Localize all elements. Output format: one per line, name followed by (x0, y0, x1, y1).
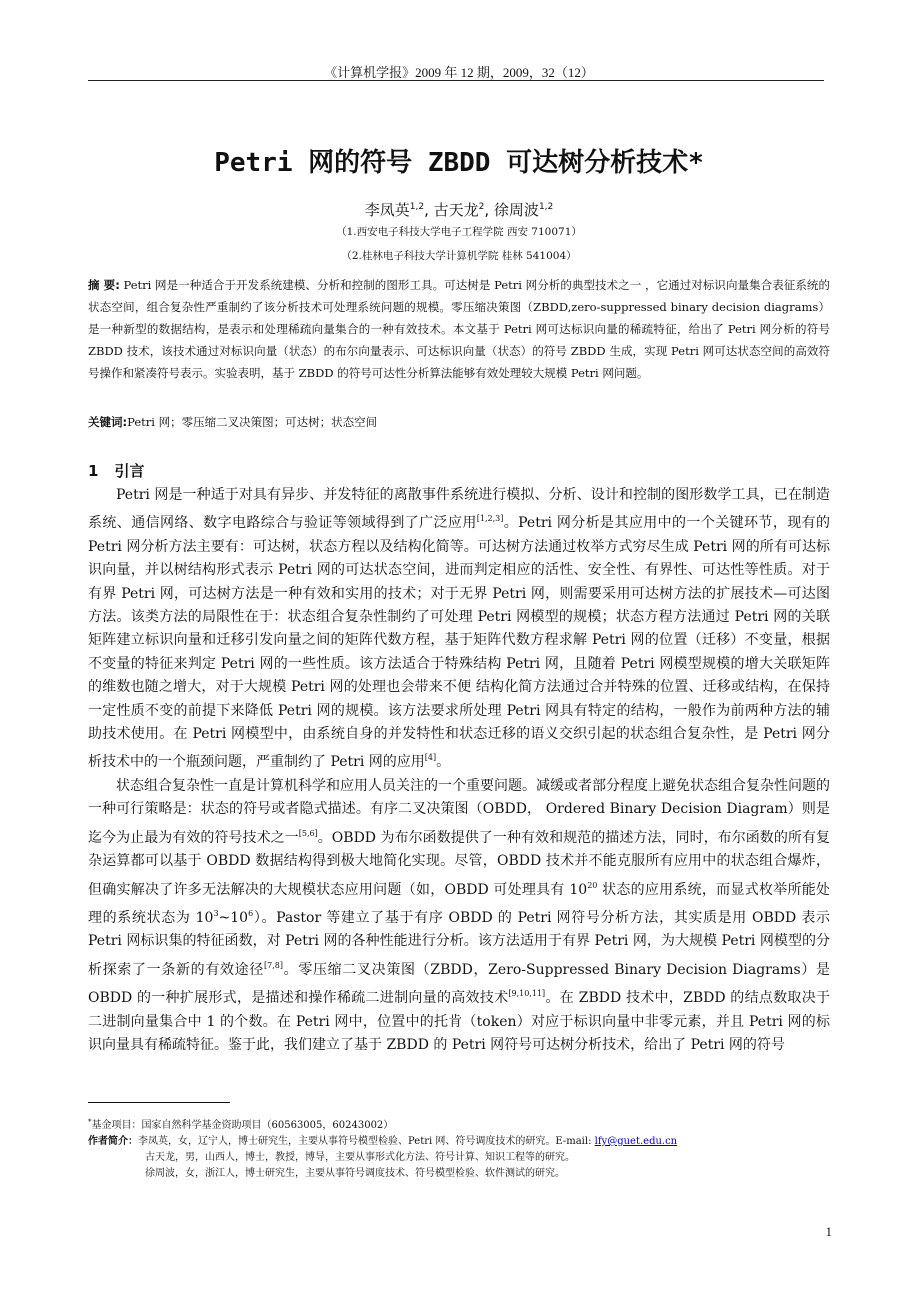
author-bio: 古天龙，男，山西人，博士，教授，博导，主要从事形式化方法、符号计算、知识工程等的研究。 (145, 1152, 575, 1163)
author-name: 李凤英 (364, 201, 410, 219)
text-run: Petri 网是一种适于对具有异步、并发特征的离散事件系统进行模拟、分析、设计和控制的图形数学工具，已在制造系统、通信网络、数字电路综合与验证等领域得到了广泛应用 (88, 487, 830, 532)
funding-mark: * (88, 1118, 92, 1126)
body-paragraph (88, 484, 830, 775)
affiliation-2: （2.桂林电子科技大学计算机学院 桂林 541004） (341, 250, 577, 262)
page-number: 1 (825, 1224, 832, 1239)
running-header: 《计算机学报》2009 年 12 期，2009，32（12） (324, 65, 594, 80)
abstract (88, 274, 830, 384)
email-link[interactable]: lfy@guet.edu.cn (594, 1136, 678, 1147)
body-paragraph (88, 775, 830, 1057)
text-run: 。Petri 网分析是其应用中的一个关键环节，现有的 Petri 网分析方法主要有：可达树，状态方程以及结构化简等。可达树方法通过枚举方式穷尽生成 Petri 网的所有可达标识向量，并以树结构形式表示 Petri 网的可达状态空间，进而判定相应的活性、安全性、有界性、可达性等性质。对于有界 Petri 网，可达树方法是一种有效和实用的技术；对于无界 Petri 网，则需要采用可达树方法的扩展技术—可达图方法。该类方法的局限性在于：状态组合复杂性制约了可处理 Petri 网模型的规模；状态方程方法通过 Petri 网的关联矩阵建立标识向量和迁移引发向量之间的矩阵代数方程，基于矩阵代数方程求解 Petri 网的位置（迁移）不变量，根据不变量的特征来判定 Petri 网的一些性质。该方法适合于特殊结构 Petri 网，且随着 Petri 网模型规模的增大关联矩阵的维数也随之增大，对于大规模 Petri 网的处理也会带来不便 结构化简方法通过合并特殊的位置、迁移或结构，在保持一定性质不变的前提下来降低 Petri 网的规模。该方法要求所处理 Petri 网具有特定的结构，一般作为前两种方法的辅助技术使用。在 Petri 网模型中，由系统自身的并发特性和状态迁移的语义交织引起的状态组合复杂性，是 Petri 网分析技术中的一个瓶颈问题，严重制约了 Petri 网的应用 (88, 515, 831, 771)
funding-text: 基金项目：国家自然科学基金资助项目（60563005，60243002） (91, 1120, 394, 1131)
keywords-label: 关键词: (88, 415, 128, 429)
citation-mark: 3 (213, 908, 219, 918)
text-run: 。 (436, 754, 451, 771)
text-run: ~10 (218, 909, 249, 926)
text-run: 状态的应用系统，而显式枚举所能处理的系统状态为 10 (88, 881, 830, 926)
body-text (88, 484, 830, 1057)
author-name: 古天龙 (433, 201, 479, 219)
abstract-label: 摘 要: (88, 278, 120, 292)
text-run: ）。Pastor 等建立了基于有序 OBDD 的 Petri 网符号分析方法，其实质是用 OBDD 表示 Petri 网标识集的特征函数，对 Petri 网的各种性能进行分析。该方法适用于有界 Petri 网，为大规模 Petri 网模型的分析探索了一条新的有效途径 (88, 909, 830, 978)
bio-label: 作者简介： (88, 1136, 138, 1147)
keywords (88, 414, 830, 430)
citation-mark: [4] (424, 753, 437, 763)
citation-mark: [5,6] (298, 828, 318, 838)
text-run: 。在 ZBDD 技术中，ZBDD 的结点数取决于二进制向量集合中 1 的个数。在 Petri 网中，位置中的托肯（token）对应于标识向量中非零元素，并且 Petri 网的标识向量具有稀疏特征。鉴于此，我们建立了基于 ZBDD 的 Petri 网符号可达树分析技术，给出了 Petri 网的符号 (88, 990, 831, 1053)
citation-mark: [7,8] (264, 960, 283, 970)
author-affiliation-mark: 2 (478, 202, 485, 212)
citation-mark: [1,2,3] (476, 514, 504, 524)
text-run: 状态组合复杂性一直是计算机科学和应用人员关注的一个重要问题。减缓或者部分程度上避免状态组合复杂性问题的一种可行策略是：状态的符号或者隐式描述。有序二叉决策图（OBDD， Ordered Binary Decision Diagram）则是迄今为止最为有效的符号技术之一 (88, 777, 830, 846)
footnote-rule (88, 1102, 230, 1103)
author-affiliation-mark: 1,2 (538, 202, 554, 212)
citation-mark: 20 (587, 880, 598, 890)
author-affiliation-mark: 1,2 (409, 202, 425, 212)
citation-mark: 6 (248, 908, 254, 918)
author-bio: 徐周波，女，浙江人，博士研究生，主要从事符号调度技术、符号模型检验、软件测试的研究。 (145, 1168, 565, 1179)
section-title: 引言 (114, 462, 145, 480)
section-number: 1 (88, 462, 99, 480)
text-run: 。OBDD 为布尔函数提供了一种有效和规范的描述方法，同时，布尔函数的所有复杂运算都可以基于 OBDD 数据结构得到极大地简化实现。尽管，OBDD 技术并不能克服所有应用中的状态组合爆炸，但确实解决了许多无法解决的大规模状态应用问题（如，OBDD 可处理具有 10 (88, 829, 831, 898)
section-heading (88, 460, 144, 481)
author-separator: , (484, 201, 494, 219)
header-rule (88, 80, 824, 81)
author-list (88, 199, 830, 220)
affiliation-1: （1.西安电子科技大学电子工程学院 西安 710071） (336, 226, 582, 238)
footnotes (88, 1114, 830, 1182)
keywords-text: Petri 网；零压缩二叉决策图；可达树；状态空间 (127, 415, 378, 429)
text-run: 。零压缩二叉决策图（ZBDD，Zero-Suppressed Binary Decision Diagrams）是 OBDD 的一种扩展形式，是描述和操作稀疏二进制向量的高效技术 (88, 961, 831, 1007)
author-bio (88, 1134, 830, 1150)
funding-note (88, 1114, 830, 1134)
author-name: 徐周波 (493, 201, 539, 219)
abstract-text: Petri 网是一种适合于开发系统建模、分析和控制的图形工具。可达树是 Petri 网分析的典型技术之一 ，它通过对标识向量集合表征系统的状态空间，组合复杂性严重制约了该分析技术可处理系统问题的规模。零压缩决策图（ZBDD,zero-suppressed binary decision diagrams）是一种新型的数据结构，是表示和处理稀疏向量集合的一种有效技术。本文基于 Petri 网可达标识向量的稀疏特征，给出了 Petri 网分析的符号 ZBDD 技术，该技术通过对标识向量（状态）的布尔向量表示、可达标识向量（状态）的符号 ZBDD 生成，实现 Petri 网可达状态空间的高效符号操作和紧凑符号表示。实验表明，基于 ZBDD 的符号可达性分析算法能够有效处理较大规模 Petri 网问题。 (88, 278, 830, 380)
paper-title: Petri 网的符号 ZBDD 可达树分析技术* (214, 148, 704, 178)
bio-text: 李凤英，女，辽宁人，博士研究生，主要从事符号模型检验、Petri 网、符号调度技术的研究。E-mail: (138, 1136, 595, 1147)
citation-mark: [9,10,11] (508, 989, 546, 999)
author-separator: , (424, 201, 434, 219)
